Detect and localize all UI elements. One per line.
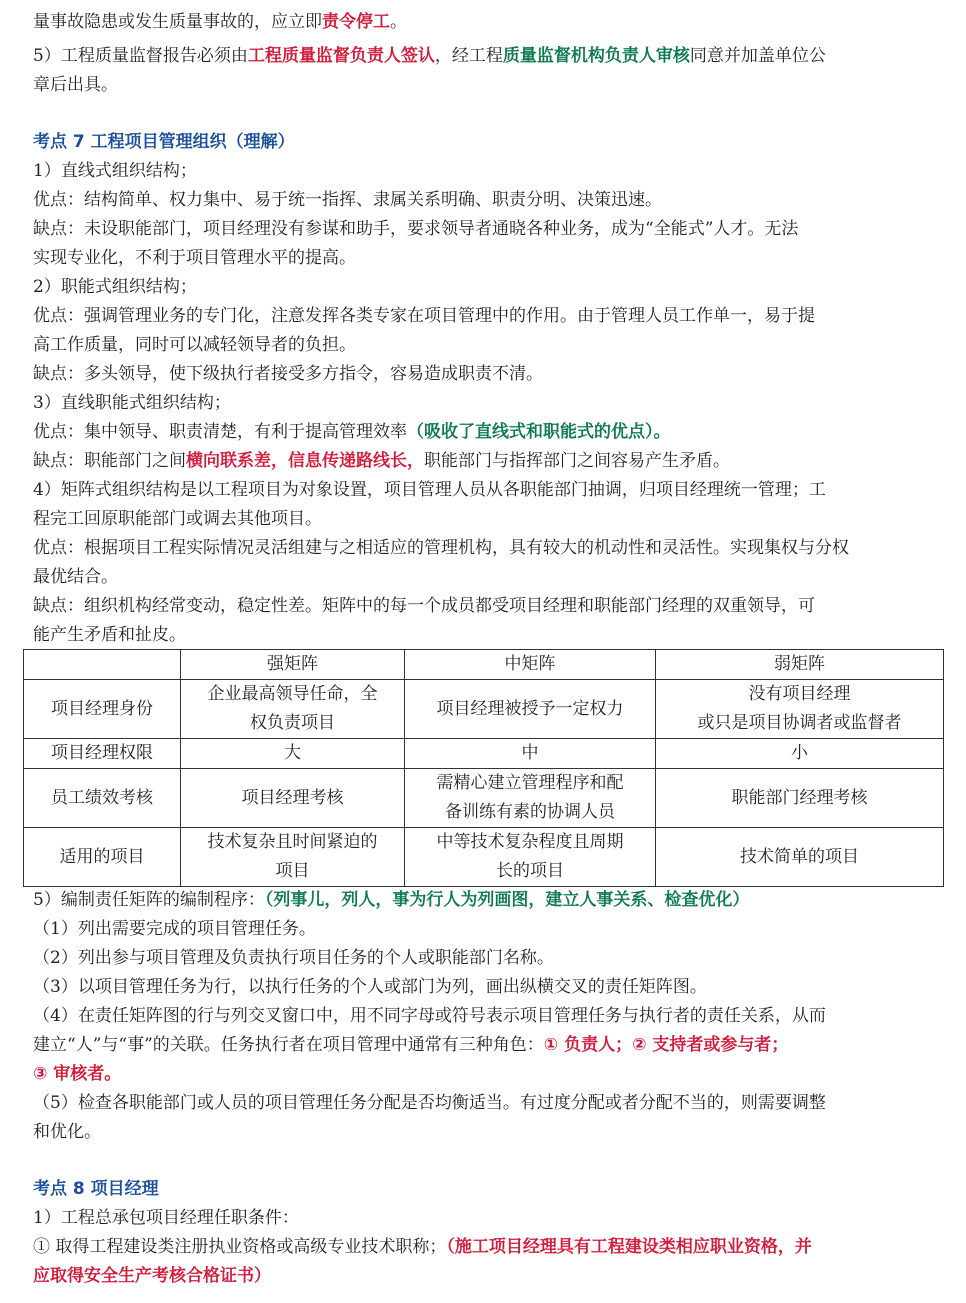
- section-7-title: 考点 7 工程项目管理组织（理解）: [33, 132, 295, 152]
- cell-line: 备训练有素的协调人员: [445, 802, 615, 822]
- cell-line: 或只是项目协调者或监督者: [697, 713, 902, 733]
- text: ，经工程: [434, 46, 503, 66]
- matrix-line: （5）检查各职能部门或人员的项目管理任务分配是否均衡适当。有过度分配或者分配不当的，则需要调整: [33, 1093, 826, 1113]
- cell-line: 没有项目经理: [748, 684, 851, 704]
- matrix-line: （3）以项目管理任务为行，以执行任务的个人或部门为列，画出纵横交叉的责任矩阵图。: [33, 977, 707, 997]
- matrix-line-roles-end: ③ 审核者。: [33, 1064, 122, 1084]
- cell-line: 项目经理被授予一定权力: [436, 698, 624, 719]
- text: 优点：集中领导、职责清楚，有利于提高管理效率: [33, 422, 407, 442]
- matrix-comparison-table: [23, 649, 944, 887]
- table-row: [24, 769, 944, 828]
- table-cell: 项目经理考核: [181, 769, 405, 828]
- table-row-label: 适用的项目: [24, 828, 181, 887]
- text: 缺点：职能部门之间: [33, 451, 186, 471]
- table-row-label: 项目经理权限: [24, 739, 181, 769]
- cell-line: 中等技术复杂程度且周期: [436, 832, 624, 852]
- cell-line: 长的项目: [496, 861, 564, 881]
- highlight-green: （列事儿，列人，事为行人为列画图，建立人事关系、检查优化）: [264, 890, 750, 910]
- table-header-cell: 中矩阵: [405, 650, 656, 680]
- s7-line: 程完工回原职能部门或调去其他项目。: [33, 509, 322, 529]
- s7-line: 优点：强调管理业务的专门化，注意发挥各类专家在项目管理中的作用。由于管理人员工作单一，易于提: [33, 306, 815, 326]
- highlight-green: 质量监督机构负责人审核: [502, 46, 690, 66]
- highlight-red: （施工项目经理具有工程建设类相应职业资格，并: [446, 1237, 812, 1257]
- table-header-cell: 弱矩阵: [656, 650, 944, 680]
- s7-line-disadvantage: [33, 447, 730, 476]
- table-row-label: 项目经理身份: [24, 680, 181, 739]
- text: 职能部门与指挥部门之间容易产生矛盾。: [424, 451, 730, 471]
- cell-line: 项目: [275, 861, 310, 881]
- s8-line: 1）工程总承包项目经理任职条件：: [33, 1208, 299, 1228]
- table-header-cell: 强矩阵: [181, 650, 405, 680]
- s8-line-conditions-end: 应取得安全生产考核合格证书）: [33, 1266, 271, 1286]
- highlight-green: （吸收了直线式和职能式的优点）。: [407, 422, 671, 442]
- text: 5）编制责任矩阵的编制程序：: [33, 890, 265, 910]
- s7-line: 2）职能式组织结构；: [33, 277, 197, 297]
- table-row: [24, 739, 944, 769]
- s7-line: 优点：根据项目工程实际情况灵活组建与之相适应的管理机构，具有较大的机动性和灵活性。实现集权与分权: [33, 538, 849, 558]
- s7-line: 能产生矛盾和扯皮。: [33, 625, 186, 645]
- table-cell: [405, 680, 656, 739]
- s7-line: 最优结合。: [33, 567, 118, 587]
- intro-line-1: [33, 8, 407, 37]
- cell-line: 权负责项目: [250, 713, 335, 733]
- table-cell: 中: [405, 739, 656, 769]
- text: 。: [390, 12, 407, 32]
- table-cell: [181, 680, 405, 739]
- cell-line: 需精心建立管理程序和配: [436, 773, 624, 793]
- matrix-line-1: [33, 886, 749, 915]
- text: ① 取得工程建设类注册执业资格或高级专业技术职称；: [33, 1237, 447, 1257]
- table-cell: 小: [656, 739, 944, 769]
- highlight-red: ① 负责人；② 支持者或参与者；: [543, 1035, 789, 1055]
- s7-line: 高工作质量，同时可以减轻领导者的负担。: [33, 335, 356, 355]
- table-cell: 技术简单的项目: [656, 828, 944, 887]
- table-row: [24, 828, 944, 887]
- table-cell: 职能部门经理考核: [656, 769, 944, 828]
- table-header-cell: [24, 650, 181, 680]
- matrix-line: （1）列出需要完成的项目管理任务。: [33, 919, 316, 939]
- matrix-line: 和优化。: [33, 1122, 101, 1142]
- table-cell: [405, 828, 656, 887]
- text: 建立“人”与“事”的关联。任务执行者在项目管理中通常有三种角色：: [33, 1035, 544, 1055]
- table-cell: [405, 769, 656, 828]
- text: 同意并加盖单位公: [689, 46, 826, 66]
- s7-line-advantage: [33, 418, 671, 447]
- table-header-row: [24, 650, 944, 680]
- s7-line: 4）矩阵式组织结构是以工程项目为对象设置，项目管理人员从各职能部门抽调，归项目经理统一管理；工: [33, 480, 826, 500]
- s7-line: 3）直线职能式组织结构；: [33, 393, 231, 413]
- table-cell: 大: [181, 739, 405, 769]
- s7-line: 实现专业化，不利于项目管理水平的提高。: [33, 248, 356, 268]
- table-cell: [656, 680, 944, 739]
- highlight-red: 横向联系差，信息传递路线长，: [186, 451, 424, 471]
- s7-line: 缺点：组织机构经常变动，稳定性差。矩阵中的每一个成员都受项目经理和职能部门经理的双重领导，可: [33, 596, 815, 616]
- s8-line-conditions: [33, 1233, 812, 1262]
- cell-line: 企业最高领导任命，全: [207, 684, 378, 704]
- intro-line-3: 章后出具。: [33, 75, 118, 95]
- table-cell: [181, 828, 405, 887]
- matrix-line-roles: [33, 1031, 788, 1060]
- s7-line: 1）直线式组织结构；: [33, 161, 197, 181]
- highlight-red: 工程质量监督负责人签认: [247, 46, 435, 66]
- s7-line: 优点：结构简单、权力集中、易于统一指挥、隶属关系明确、职责分明、决策迅速。: [33, 190, 662, 210]
- matrix-line: （4）在责任矩阵图的行与列交叉窗口中，用不同字母或符号表示项目管理任务与执行者的责任关系，从而: [33, 1006, 826, 1026]
- table-row: [24, 680, 944, 739]
- table-row-label: 员工绩效考核: [24, 769, 181, 828]
- intro-line-2: [33, 42, 826, 71]
- text: 量事故隐患或发生质量事故的，应立即: [33, 12, 322, 32]
- cell-line: 技术复杂且时间紧迫的: [207, 832, 378, 852]
- matrix-line: （2）列出参与项目管理及负责执行项目任务的个人或职能部门名称。: [33, 948, 554, 968]
- text: 5）工程质量监督报告必须由: [33, 46, 248, 66]
- s7-line: 缺点：未设职能部门，项目经理没有参谋和助手，要求领导者通晓各种业务，成为“全能式”人才。无法: [33, 219, 799, 239]
- section-8-title: 考点 8 项目经理: [33, 1179, 159, 1199]
- highlight-red: 责令停工: [322, 12, 390, 32]
- s7-line: 缺点：多头领导，使下级执行者接受多方指令，容易造成职责不清。: [33, 364, 543, 384]
